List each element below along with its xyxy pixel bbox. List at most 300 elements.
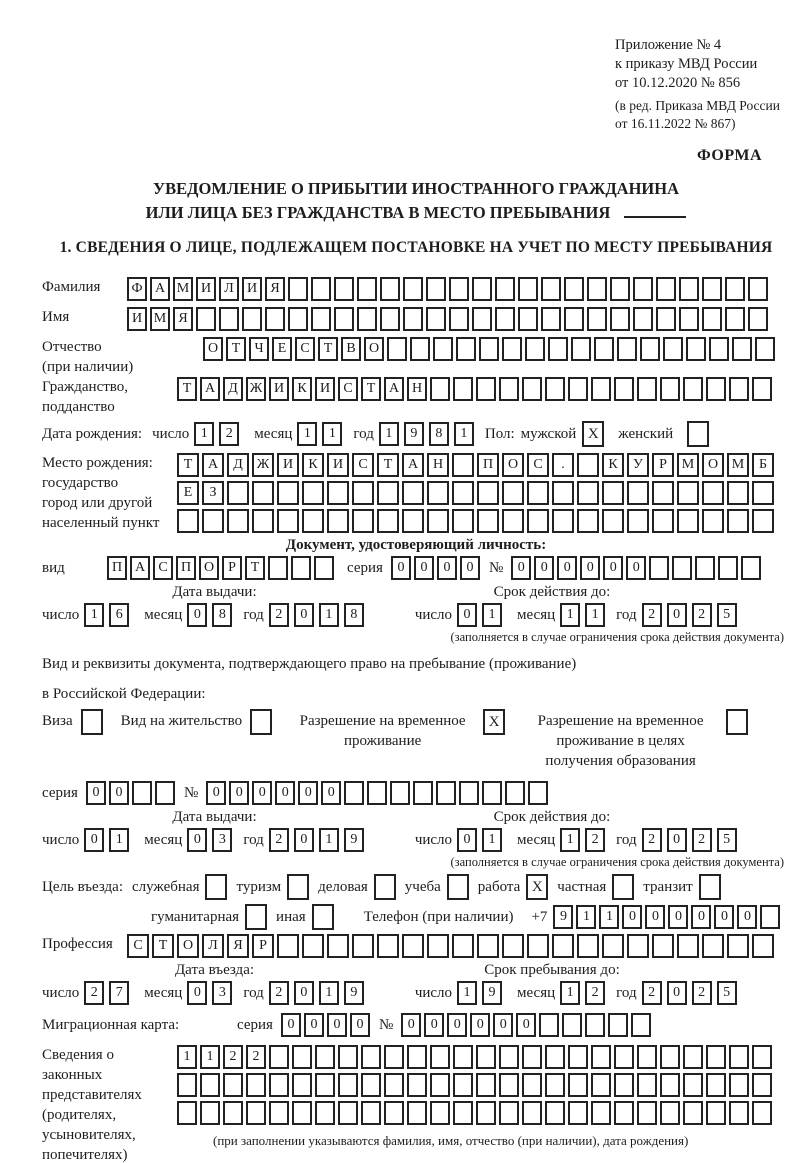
form-cell[interactable]: 1 — [599, 905, 619, 929]
form-cell[interactable] — [748, 277, 768, 301]
form-cell[interactable]: 1 — [457, 981, 477, 1005]
form-cell[interactable] — [706, 1101, 726, 1125]
form-cell[interactable] — [706, 1073, 726, 1097]
form-cell[interactable] — [246, 1073, 266, 1097]
form-cell[interactable]: А — [200, 377, 220, 401]
form-cell[interactable] — [591, 1045, 611, 1069]
form-cell[interactable] — [456, 337, 476, 361]
form-cell[interactable] — [476, 1101, 496, 1125]
form-cell[interactable]: Б — [752, 453, 774, 477]
form-cell[interactable] — [472, 277, 492, 301]
form-cell[interactable] — [679, 307, 699, 331]
form-cell[interactable]: Ч — [249, 337, 269, 361]
form-cell[interactable]: Т — [361, 377, 381, 401]
form-cell[interactable] — [602, 934, 624, 958]
form-cell[interactable]: 0 — [626, 556, 646, 580]
form-cell[interactable]: 1 — [200, 1045, 220, 1069]
form-cell[interactable]: Т — [226, 337, 246, 361]
form-cell[interactable] — [652, 509, 674, 533]
form-cell[interactable]: 9 — [482, 981, 502, 1005]
form-cell[interactable]: 2 — [642, 828, 662, 852]
form-cell[interactable] — [433, 337, 453, 361]
form-cell[interactable] — [568, 1045, 588, 1069]
form-cell[interactable] — [502, 337, 522, 361]
form-cell[interactable] — [367, 781, 387, 805]
form-cell[interactable]: 2 — [84, 981, 104, 1005]
form-cell[interactable] — [591, 1101, 611, 1125]
form-cell[interactable]: 0 — [187, 603, 207, 627]
form-cell[interactable] — [315, 1101, 335, 1125]
form-cell[interactable]: П — [477, 453, 499, 477]
form-cell[interactable]: 0 — [447, 1013, 467, 1037]
form-cell[interactable]: 1 — [560, 603, 580, 627]
form-cell[interactable]: П — [176, 556, 196, 580]
form-cell[interactable] — [476, 1045, 496, 1069]
form-cell[interactable] — [545, 377, 565, 401]
form-cell[interactable]: 0 — [622, 905, 642, 929]
form-cell[interactable] — [552, 481, 574, 505]
form-cell[interactable]: 0 — [516, 1013, 536, 1037]
form-cell[interactable]: 2 — [692, 828, 712, 852]
form-cell[interactable] — [453, 1073, 473, 1097]
residence-permit-checkbox[interactable] — [250, 709, 272, 735]
form-cell[interactable] — [453, 1045, 473, 1069]
form-cell[interactable] — [522, 377, 542, 401]
form-cell[interactable] — [527, 509, 549, 533]
form-cell[interactable] — [476, 1073, 496, 1097]
form-cell[interactable] — [246, 1101, 266, 1125]
form-cell[interactable]: 0 — [109, 781, 129, 805]
form-cell[interactable] — [269, 1101, 289, 1125]
form-cell[interactable]: 0 — [206, 781, 226, 805]
form-cell[interactable] — [427, 934, 449, 958]
form-cell[interactable]: 8 — [344, 603, 364, 627]
form-cell[interactable] — [709, 337, 729, 361]
form-cell[interactable] — [617, 337, 637, 361]
form-cell[interactable]: С — [338, 377, 358, 401]
form-cell[interactable] — [729, 1073, 749, 1097]
form-cell[interactable]: И — [277, 453, 299, 477]
form-cell[interactable]: Т — [377, 453, 399, 477]
form-cell[interactable] — [672, 556, 692, 580]
form-cell[interactable] — [633, 307, 653, 331]
form-cell[interactable]: 9 — [344, 981, 364, 1005]
form-cell[interactable]: О — [199, 556, 219, 580]
form-cell[interactable]: 0 — [229, 781, 249, 805]
form-cell[interactable] — [338, 1045, 358, 1069]
form-cell[interactable] — [452, 934, 474, 958]
form-cell[interactable]: 0 — [401, 1013, 421, 1037]
form-cell[interactable]: 0 — [737, 905, 757, 929]
form-cell[interactable] — [459, 781, 479, 805]
form-cell[interactable] — [752, 509, 774, 533]
form-cell[interactable] — [729, 377, 749, 401]
form-cell[interactable] — [577, 934, 599, 958]
form-cell[interactable] — [452, 481, 474, 505]
form-cell[interactable] — [292, 1045, 312, 1069]
form-cell[interactable] — [387, 337, 407, 361]
form-cell[interactable] — [384, 1045, 404, 1069]
form-cell[interactable]: 0 — [304, 1013, 324, 1037]
form-cell[interactable] — [677, 934, 699, 958]
form-cell[interactable]: 5 — [717, 828, 737, 852]
form-cell[interactable]: 6 — [109, 603, 129, 627]
form-cell[interactable] — [587, 307, 607, 331]
form-cell[interactable] — [384, 1101, 404, 1125]
form-cell[interactable] — [477, 481, 499, 505]
form-cell[interactable] — [311, 307, 331, 331]
form-cell[interactable] — [380, 307, 400, 331]
form-cell[interactable] — [219, 307, 239, 331]
form-cell[interactable] — [268, 556, 288, 580]
form-cell[interactable]: 3 — [212, 828, 232, 852]
form-cell[interactable]: 0 — [391, 556, 411, 580]
form-cell[interactable] — [252, 509, 274, 533]
form-cell[interactable] — [452, 453, 474, 477]
form-cell[interactable] — [288, 307, 308, 331]
form-cell[interactable]: 2 — [219, 422, 239, 446]
form-cell[interactable] — [453, 377, 473, 401]
form-cell[interactable] — [449, 277, 469, 301]
form-cell[interactable]: 5 — [717, 603, 737, 627]
form-cell[interactable]: 0 — [294, 828, 314, 852]
form-cell[interactable] — [528, 781, 548, 805]
form-cell[interactable] — [522, 1073, 542, 1097]
form-cell[interactable]: 2 — [223, 1045, 243, 1069]
form-cell[interactable] — [361, 1073, 381, 1097]
form-cell[interactable]: 0 — [437, 556, 457, 580]
form-cell[interactable]: О — [203, 337, 223, 361]
form-cell[interactable]: 2 — [692, 981, 712, 1005]
form-cell[interactable] — [594, 337, 614, 361]
form-cell[interactable]: 1 — [560, 981, 580, 1005]
form-cell[interactable]: 0 — [534, 556, 554, 580]
form-cell[interactable] — [502, 934, 524, 958]
form-cell[interactable]: С — [127, 934, 149, 958]
form-cell[interactable] — [602, 481, 624, 505]
form-cell[interactable] — [562, 1013, 582, 1037]
form-cell[interactable]: 2 — [585, 981, 605, 1005]
form-cell[interactable] — [452, 509, 474, 533]
form-cell[interactable] — [571, 337, 591, 361]
form-cell[interactable] — [752, 481, 774, 505]
form-cell[interactable] — [652, 934, 674, 958]
form-cell[interactable] — [729, 1045, 749, 1069]
form-cell[interactable]: 0 — [321, 781, 341, 805]
form-cell[interactable] — [453, 1101, 473, 1125]
form-cell[interactable]: О — [364, 337, 384, 361]
form-cell[interactable] — [410, 337, 430, 361]
form-cell[interactable] — [752, 1101, 772, 1125]
form-cell[interactable] — [748, 307, 768, 331]
form-cell[interactable]: 2 — [269, 828, 289, 852]
form-cell[interactable]: 2 — [269, 603, 289, 627]
form-cell[interactable] — [752, 1073, 772, 1097]
form-cell[interactable] — [413, 781, 433, 805]
form-cell[interactable] — [732, 337, 752, 361]
form-cell[interactable]: 2 — [246, 1045, 266, 1069]
form-cell[interactable]: 0 — [275, 781, 295, 805]
purpose-tourism-checkbox[interactable] — [287, 874, 309, 900]
form-cell[interactable] — [334, 307, 354, 331]
form-cell[interactable]: А — [202, 453, 224, 477]
form-cell[interactable]: 1 — [482, 603, 502, 627]
form-cell[interactable] — [472, 307, 492, 331]
form-cell[interactable]: И — [327, 453, 349, 477]
form-cell[interactable] — [402, 481, 424, 505]
form-cell[interactable]: 0 — [714, 905, 734, 929]
temp-residence-checkbox[interactable]: X — [483, 709, 505, 735]
form-cell[interactable] — [633, 277, 653, 301]
form-cell[interactable] — [552, 509, 574, 533]
form-cell[interactable]: Ж — [252, 453, 274, 477]
form-cell[interactable] — [277, 481, 299, 505]
form-cell[interactable]: Е — [177, 481, 199, 505]
form-cell[interactable] — [545, 1045, 565, 1069]
form-cell[interactable] — [729, 1101, 749, 1125]
form-cell[interactable]: 0 — [84, 828, 104, 852]
form-cell[interactable] — [277, 509, 299, 533]
form-cell[interactable] — [631, 1013, 651, 1037]
form-cell[interactable]: Т — [177, 453, 199, 477]
form-cell[interactable] — [315, 1045, 335, 1069]
form-cell[interactable]: С — [295, 337, 315, 361]
form-cell[interactable]: 0 — [86, 781, 106, 805]
form-cell[interactable]: 1 — [297, 422, 317, 446]
form-cell[interactable] — [527, 481, 549, 505]
form-cell[interactable]: 0 — [414, 556, 434, 580]
form-cell[interactable]: 0 — [493, 1013, 513, 1037]
form-cell[interactable]: О — [502, 453, 524, 477]
form-cell[interactable]: 0 — [691, 905, 711, 929]
form-cell[interactable] — [177, 509, 199, 533]
form-cell[interactable]: Т — [152, 934, 174, 958]
form-cell[interactable]: 2 — [642, 981, 662, 1005]
form-cell[interactable] — [384, 1073, 404, 1097]
form-cell[interactable] — [527, 934, 549, 958]
form-cell[interactable]: Т — [177, 377, 197, 401]
form-cell[interactable]: К — [292, 377, 312, 401]
form-cell[interactable] — [327, 481, 349, 505]
form-cell[interactable]: 0 — [667, 828, 687, 852]
form-cell[interactable] — [677, 481, 699, 505]
form-cell[interactable] — [202, 509, 224, 533]
form-cell[interactable] — [402, 934, 424, 958]
form-cell[interactable] — [436, 781, 456, 805]
form-cell[interactable]: И — [127, 307, 147, 331]
form-cell[interactable] — [291, 556, 311, 580]
form-cell[interactable] — [377, 934, 399, 958]
form-cell[interactable]: 0 — [645, 905, 665, 929]
form-cell[interactable]: Д — [227, 453, 249, 477]
form-cell[interactable] — [502, 509, 524, 533]
form-cell[interactable] — [568, 1101, 588, 1125]
form-cell[interactable]: 0 — [298, 781, 318, 805]
form-cell[interactable] — [577, 453, 599, 477]
form-cell[interactable]: Ф — [127, 277, 147, 301]
form-cell[interactable]: М — [150, 307, 170, 331]
form-cell[interactable]: 1 — [585, 603, 605, 627]
form-cell[interactable] — [752, 1045, 772, 1069]
form-cell[interactable] — [727, 934, 749, 958]
form-cell[interactable] — [702, 481, 724, 505]
form-cell[interactable] — [499, 1045, 519, 1069]
form-cell[interactable] — [637, 1045, 657, 1069]
form-cell[interactable]: Н — [427, 453, 449, 477]
form-cell[interactable] — [292, 1073, 312, 1097]
form-cell[interactable] — [477, 934, 499, 958]
form-cell[interactable]: 0 — [457, 603, 477, 627]
form-cell[interactable] — [403, 277, 423, 301]
form-cell[interactable]: П — [107, 556, 127, 580]
temp-residence-education-checkbox[interactable] — [726, 709, 748, 735]
purpose-private-checkbox[interactable] — [612, 874, 634, 900]
form-cell[interactable] — [292, 1101, 312, 1125]
form-cell[interactable]: 0 — [327, 1013, 347, 1037]
form-cell[interactable] — [495, 307, 515, 331]
form-cell[interactable] — [177, 1101, 197, 1125]
form-cell[interactable]: А — [402, 453, 424, 477]
form-cell[interactable] — [344, 781, 364, 805]
form-cell[interactable] — [361, 1101, 381, 1125]
form-cell[interactable] — [499, 1073, 519, 1097]
form-cell[interactable]: М — [173, 277, 193, 301]
form-cell[interactable] — [302, 934, 324, 958]
form-cell[interactable] — [427, 509, 449, 533]
form-cell[interactable]: 0 — [667, 603, 687, 627]
form-cell[interactable] — [695, 556, 715, 580]
form-cell[interactable] — [430, 377, 450, 401]
form-cell[interactable] — [591, 1073, 611, 1097]
form-cell[interactable] — [608, 1013, 628, 1037]
form-cell[interactable] — [265, 307, 285, 331]
form-cell[interactable] — [380, 277, 400, 301]
form-cell[interactable] — [352, 481, 374, 505]
form-cell[interactable] — [602, 509, 624, 533]
form-cell[interactable] — [352, 509, 374, 533]
sex-male-checkbox[interactable]: X — [582, 421, 604, 447]
form-cell[interactable]: 0 — [668, 905, 688, 929]
form-cell[interactable] — [637, 1073, 657, 1097]
form-cell[interactable] — [683, 1101, 703, 1125]
form-cell[interactable] — [614, 1073, 634, 1097]
form-cell[interactable] — [338, 1101, 358, 1125]
form-cell[interactable]: 0 — [252, 781, 272, 805]
form-cell[interactable]: 8 — [212, 603, 232, 627]
form-cell[interactable] — [427, 481, 449, 505]
form-cell[interactable] — [200, 1073, 220, 1097]
form-cell[interactable]: Р — [652, 453, 674, 477]
form-cell[interactable] — [706, 377, 726, 401]
form-cell[interactable]: И — [242, 277, 262, 301]
form-cell[interactable] — [402, 509, 424, 533]
form-cell[interactable] — [652, 481, 674, 505]
form-cell[interactable]: 0 — [187, 981, 207, 1005]
form-cell[interactable]: 1 — [576, 905, 596, 929]
form-cell[interactable]: 0 — [424, 1013, 444, 1037]
form-cell[interactable] — [568, 377, 588, 401]
form-cell[interactable]: 0 — [294, 981, 314, 1005]
form-cell[interactable]: 2 — [585, 828, 605, 852]
form-cell[interactable] — [760, 905, 780, 929]
form-cell[interactable]: 0 — [667, 981, 687, 1005]
form-cell[interactable]: А — [384, 377, 404, 401]
form-cell[interactable] — [499, 377, 519, 401]
form-cell[interactable] — [288, 277, 308, 301]
form-cell[interactable] — [352, 934, 374, 958]
form-cell[interactable] — [357, 307, 377, 331]
form-cell[interactable] — [495, 277, 515, 301]
form-cell[interactable] — [683, 1073, 703, 1097]
form-cell[interactable] — [426, 307, 446, 331]
form-cell[interactable]: 0 — [603, 556, 623, 580]
form-cell[interactable] — [640, 337, 660, 361]
form-cell[interactable] — [302, 509, 324, 533]
form-cell[interactable]: Т — [245, 556, 265, 580]
form-cell[interactable] — [407, 1101, 427, 1125]
form-cell[interactable]: 1 — [319, 603, 339, 627]
form-cell[interactable]: 0 — [457, 828, 477, 852]
form-cell[interactable] — [548, 337, 568, 361]
form-cell[interactable]: О — [177, 934, 199, 958]
form-cell[interactable] — [407, 1073, 427, 1097]
form-cell[interactable]: 1 — [109, 828, 129, 852]
form-cell[interactable]: 0 — [580, 556, 600, 580]
form-cell[interactable] — [132, 781, 152, 805]
form-cell[interactable] — [177, 1073, 197, 1097]
form-cell[interactable]: И — [196, 277, 216, 301]
form-cell[interactable]: Л — [219, 277, 239, 301]
form-cell[interactable]: 1 — [194, 422, 214, 446]
form-cell[interactable] — [505, 781, 525, 805]
form-cell[interactable] — [702, 277, 722, 301]
form-cell[interactable]: Я — [265, 277, 285, 301]
form-cell[interactable] — [545, 1073, 565, 1097]
form-cell[interactable] — [627, 481, 649, 505]
form-cell[interactable]: Ж — [246, 377, 266, 401]
form-cell[interactable] — [656, 277, 676, 301]
form-cell[interactable]: 2 — [692, 603, 712, 627]
form-cell[interactable] — [663, 337, 683, 361]
form-cell[interactable] — [502, 481, 524, 505]
form-cell[interactable] — [302, 481, 324, 505]
purpose-official-checkbox[interactable] — [205, 874, 227, 900]
form-cell[interactable] — [660, 1101, 680, 1125]
form-cell[interactable]: 0 — [350, 1013, 370, 1037]
form-cell[interactable] — [755, 337, 775, 361]
form-cell[interactable] — [223, 1101, 243, 1125]
form-cell[interactable] — [518, 277, 538, 301]
form-cell[interactable] — [660, 1045, 680, 1069]
form-cell[interactable]: 0 — [294, 603, 314, 627]
form-cell[interactable]: 7 — [109, 981, 129, 1005]
form-cell[interactable]: 9 — [553, 905, 573, 929]
purpose-other-checkbox[interactable] — [312, 904, 334, 930]
form-cell[interactable] — [518, 307, 538, 331]
form-cell[interactable]: А — [150, 277, 170, 301]
form-cell[interactable]: 0 — [511, 556, 531, 580]
form-cell[interactable] — [525, 337, 545, 361]
form-cell[interactable] — [227, 481, 249, 505]
form-cell[interactable]: 1 — [84, 603, 104, 627]
form-cell[interactable] — [656, 307, 676, 331]
form-cell[interactable] — [430, 1101, 450, 1125]
form-cell[interactable] — [242, 307, 262, 331]
purpose-study-checkbox[interactable] — [447, 874, 469, 900]
form-cell[interactable]: О — [702, 453, 724, 477]
form-cell[interactable] — [564, 307, 584, 331]
form-cell[interactable] — [269, 1073, 289, 1097]
